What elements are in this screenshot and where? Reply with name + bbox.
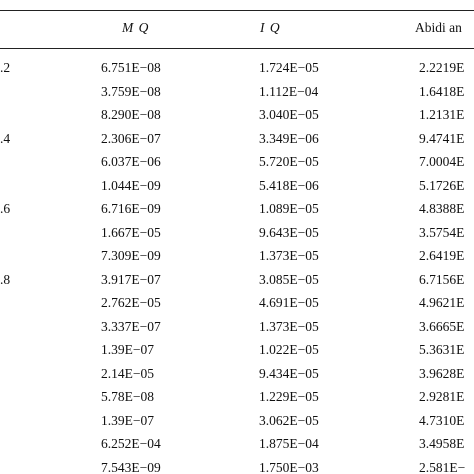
cell-mq: 1.044E−09 [101,177,161,193]
group-label: .4 [0,130,11,146]
cell-mq: 1.39E−07 [101,342,154,357]
cell-mq: 8.290E−08 [101,107,161,122]
group-label: .6 [0,201,11,216]
cell-mq: 6.252E−04 [101,436,161,451]
cell-mq: 2.306E−07 [101,130,161,146]
cell-mq: 6.037E−06 [101,154,161,169]
cell-abidi: 4.8388E [419,201,465,216]
cell-abidi: 7.0004E [419,154,465,169]
cell-abidi: 1.6418E [419,83,465,99]
header-abidi: Abidi an [415,20,462,35]
cell-abidi: 2.9281E [419,389,465,404]
cell-abidi: 5.1726E [419,177,465,193]
cell-mq: 3.759E−08 [101,83,161,99]
cell-mq: 1.667E−05 [101,224,161,240]
cell-iq: 3.062E−05 [259,412,319,428]
cell-abidi: 4.9621E [419,295,465,310]
cell-abidi: 2.2219E [419,60,465,75]
cell-mq: 2.762E−05 [101,295,161,310]
cell-mq: 7.543E−09 [101,459,161,474]
cell-mq: 6.751E−08 [101,60,161,75]
cell-abidi: 2.6419E [419,248,465,263]
cell-mq: 6.716E−09 [101,201,161,216]
group-label: .2 [0,60,11,75]
cell-iq: 5.418E−06 [259,177,319,193]
cell-mq: 1.39E−07 [101,412,154,428]
cell-abidi: 3.4958E [419,436,465,451]
cell-abidi: 5.3631E [419,342,465,357]
cell-abidi: 1.2131E [419,107,465,122]
cell-iq: 3.349E−06 [259,130,319,146]
cell-iq: 1.875E−04 [259,436,319,451]
header-iq: I Q [260,20,281,35]
cell-abidi: 9.4741E [419,130,465,146]
cell-iq: 5.720E−05 [259,154,319,169]
table-top-rule [0,10,474,11]
cell-mq: 5.78E−08 [101,389,154,404]
cell-iq: 1.089E−05 [259,201,319,216]
cell-iq: 1.022E−05 [259,342,319,357]
cell-iq: 1.373E−05 [259,248,319,263]
cell-mq: 3.337E−07 [101,318,161,334]
cell-abidi: 2.581E− [419,459,466,474]
cell-abidi: 4.7310E [419,412,465,428]
cell-iq: 9.434E−05 [259,365,319,381]
cell-abidi: 6.7156E [419,271,465,287]
cell-iq: 1.112E−04 [259,83,319,99]
cell-iq: 1.229E−05 [259,389,319,404]
cell-mq: 7.309E−09 [101,248,161,263]
cell-mq: 3.917E−07 [101,271,161,287]
cell-iq: 1.750E−03 [259,459,319,474]
cell-iq: 9.643E−05 [259,224,319,240]
header-mq: M Q [122,20,150,35]
cell-mq: 2.14E−05 [101,365,154,381]
cell-iq: 3.085E−05 [259,271,319,287]
group-label: .8 [0,271,11,287]
header-bottom-rule [0,48,474,49]
cell-iq: 4.691E−05 [259,295,319,310]
cell-abidi: 3.6665E [419,318,465,334]
cell-abidi: 3.9628E [419,365,465,381]
cell-iq: 1.373E−05 [259,318,319,334]
cell-abidi: 3.5754E [419,224,465,240]
cell-iq: 3.040E−05 [259,107,319,122]
cell-iq: 1.724E−05 [259,60,319,75]
